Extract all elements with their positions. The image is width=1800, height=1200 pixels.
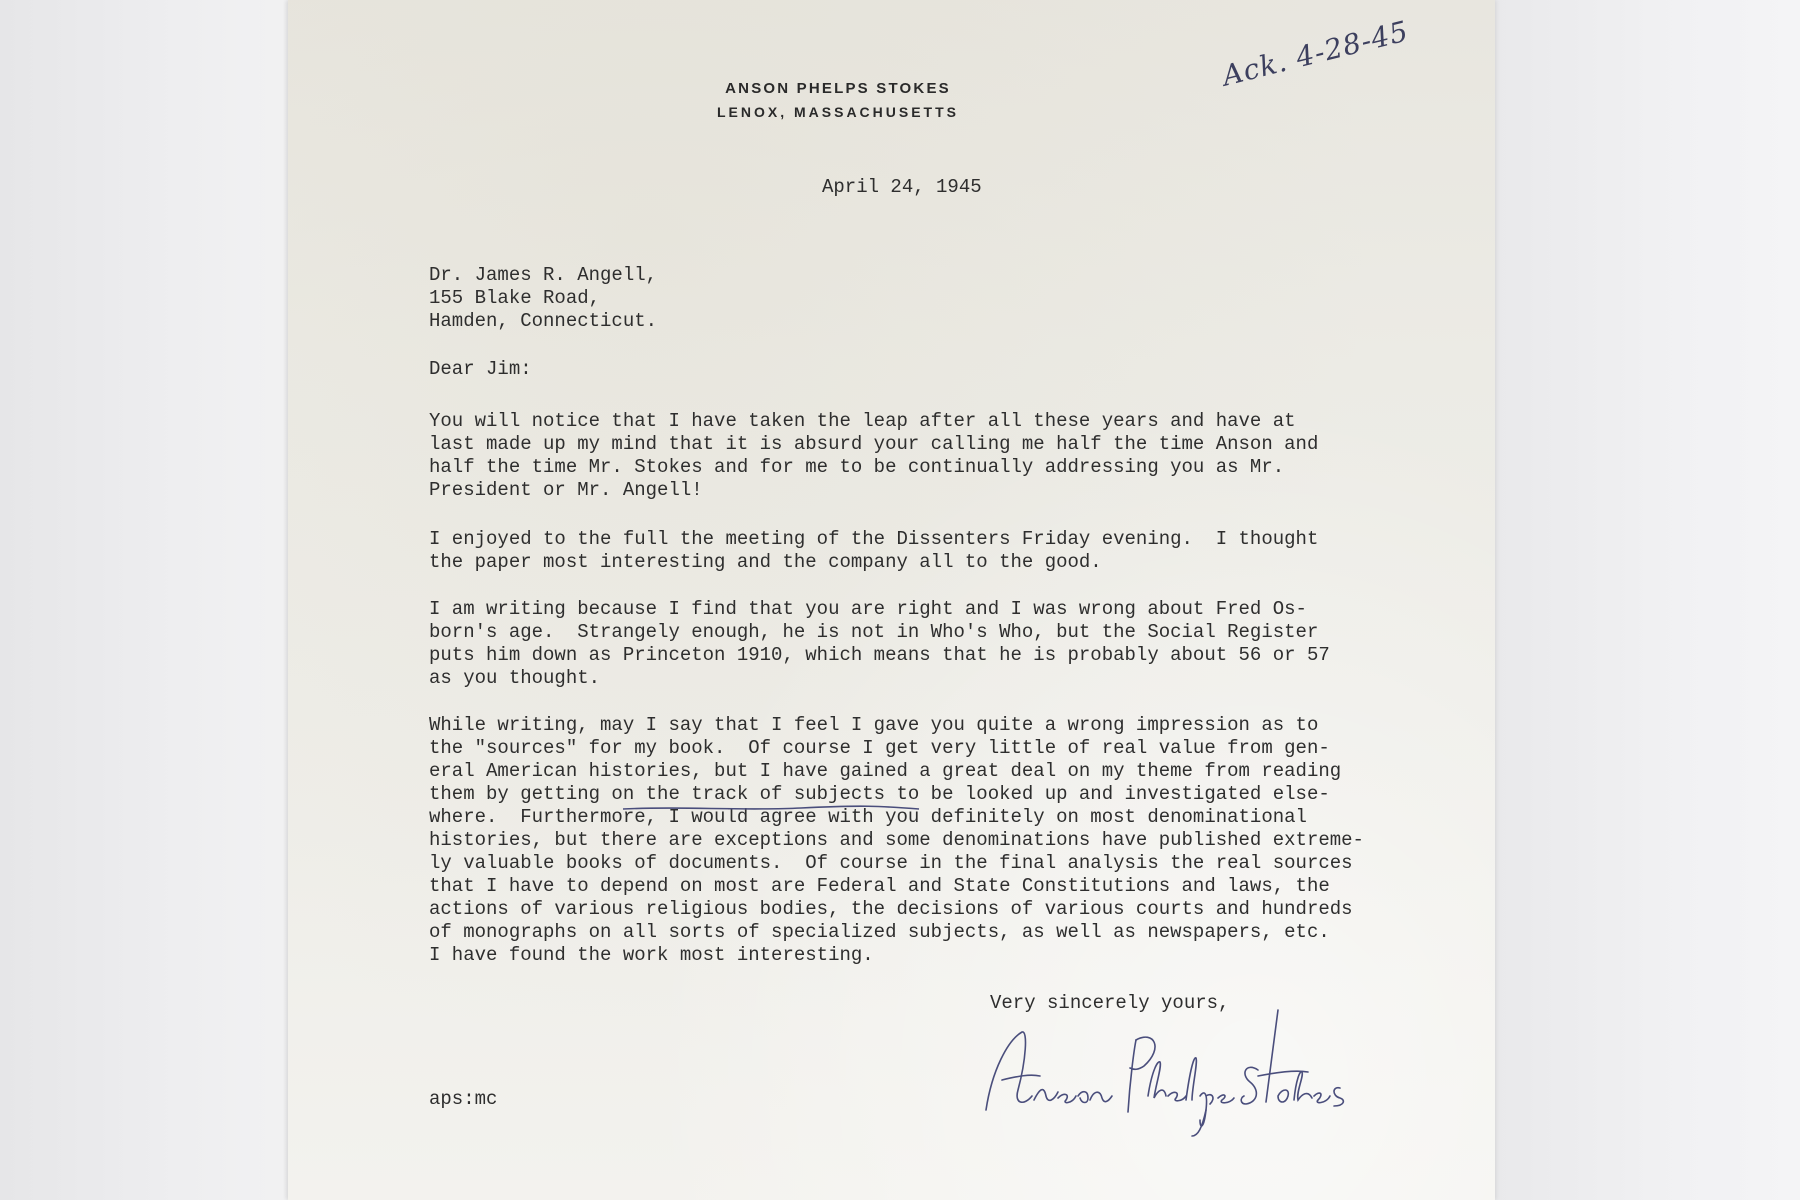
paragraph-line: the paper most interesting and the company all to the good. xyxy=(429,551,1102,573)
paragraph-line: I have found the work most interesting. xyxy=(429,944,874,966)
paragraph-line: eral American histories, but I have gained a great deal on my theme from reading xyxy=(429,760,1342,782)
recipient-address xyxy=(429,264,657,333)
ink-underline xyxy=(621,803,921,813)
paragraph-line: President or Mr. Angell! xyxy=(429,479,703,501)
letterhead-name: ANSON PHELPS STOKES xyxy=(725,80,951,97)
paragraph-line: them by getting on the track of subjects to be looked up and investigated else- xyxy=(429,783,1330,805)
letterhead-place: LENOX, MASSACHUSETTS xyxy=(716,104,959,120)
recipient-street: 155 Blake Road, xyxy=(429,287,601,309)
handwritten-annotation: Ack. 4-28-45 xyxy=(1219,14,1412,93)
signature xyxy=(978,1000,1378,1140)
paragraph-line: I am writing because I find that you are right and I was wrong about Fred Os- xyxy=(429,598,1307,620)
letterhead xyxy=(288,80,1328,120)
salutation: Dear Jim: xyxy=(429,358,532,380)
paragraph-line: born's age. Strangely enough, he is not in Who's Who, but the Social Register xyxy=(429,621,1319,643)
letter-sheet xyxy=(288,0,1495,1200)
recipient-name: Dr. James R. Angell, xyxy=(429,264,658,286)
paragraph-line: I enjoyed to the full the meeting of the Dissenters Friday evening. I thought xyxy=(429,528,1319,550)
paragraph-4 xyxy=(429,714,1409,967)
paragraph-line: puts him down as Princeton 1910, which means that he is probably about 56 or 57 xyxy=(429,644,1330,666)
recipient-city: Hamden, Connecticut. xyxy=(429,310,658,332)
closing: Very sincerely yours, xyxy=(990,992,1230,1014)
letter-date: April 24, 1945 xyxy=(822,176,982,198)
paragraph-1 xyxy=(429,410,1409,502)
typist-initials: aps:mc xyxy=(429,1088,498,1110)
paragraph-line: of monographs on all sorts of specialized subjects, as well as newspapers, etc. xyxy=(429,921,1330,943)
paragraph-line: While writing, may I say that I feel I gave you quite a wrong impression as to xyxy=(429,714,1319,736)
paragraph-3 xyxy=(429,598,1409,690)
paragraph-2 xyxy=(429,528,1409,574)
background-right xyxy=(1495,0,1800,1200)
paragraph-line: where. Furthermore, I would agree with you definitely on most denominational xyxy=(429,806,1307,828)
paragraph-line: last made up my mind that it is absurd your calling me half the time Anson and xyxy=(429,433,1319,455)
paragraph-line: that I have to depend on most are Federal and State Constitutions and laws, the xyxy=(429,875,1330,897)
paragraph-line: half the time Mr. Stokes and for me to be continually addressing you as Mr. xyxy=(429,456,1285,478)
paragraph-line: ly valuable books of documents. Of course in the final analysis the real sources xyxy=(429,852,1353,874)
paragraph-line: You will notice that I have taken the leap after all these years and have at xyxy=(429,410,1296,432)
paragraph-line: as you thought. xyxy=(429,667,601,689)
paragraph-line: histories, but there are exceptions and some denominations have published extreme- xyxy=(429,829,1364,851)
paragraph-line: actions of various religious bodies, the decisions of various courts and hundreds xyxy=(429,898,1353,920)
paragraph-line: the "sources" for my book. Of course I get very little of real value from gen- xyxy=(429,737,1330,759)
